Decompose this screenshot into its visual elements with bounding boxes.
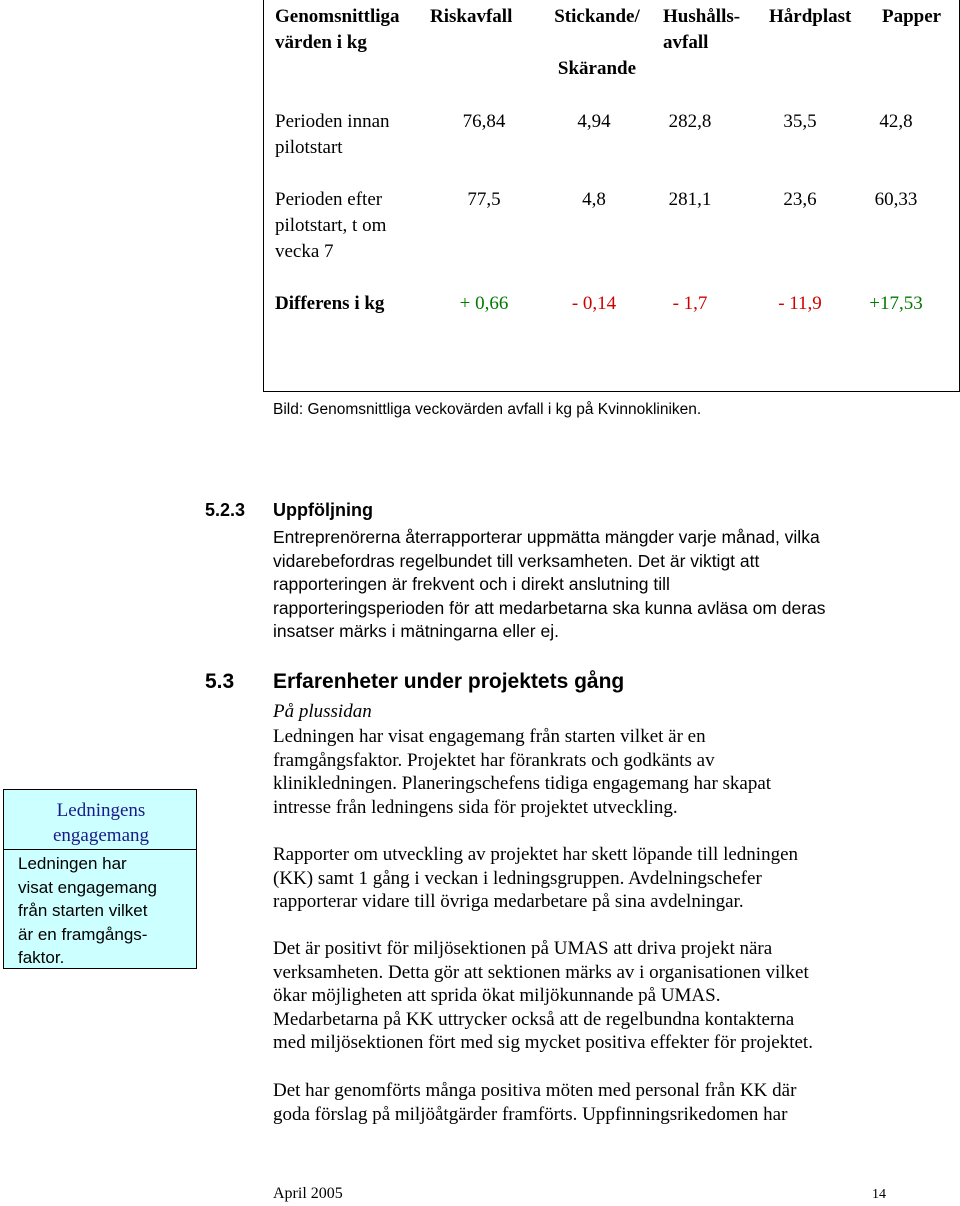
body-line: klinikledningen. Planeringschefens tidiga engagemang har skapat [273,773,772,794]
body-line: (KK) samt 1 gång i veckan i ledningsgruppen. Avdelningschefer [273,867,762,889]
section-523-body [273,526,826,644]
callout-line: visat engagemang [18,877,157,897]
cell-r1-hushall: 282,8 [668,111,712,132]
body-line: intresse från ledningens sida för projektet utveckling. [273,796,678,818]
callout-line: Ledningen har [18,854,127,873]
callout-line: från starten vilket [18,901,148,920]
header-label [275,4,400,56]
cell-diff-hardplast: - 11,9 [778,293,822,314]
section-523-number: 5.2.3 [205,500,246,520]
row-label-line: Perioden innan [275,111,390,132]
callout-line: är en framgångs- [18,924,148,944]
cell-r1-papper: 42,8 [879,111,913,132]
body-line: Rapporter om utveckling av projektet har skett löpande till ledningen [273,844,798,865]
header-riskavfall: Riskavfall [430,6,513,27]
section-53-subheading: På plussidan [273,701,372,722]
cell-r2-papper: 60,33 [874,189,918,210]
footer-date: April 2005 [273,1185,343,1202]
callout-line: faktor. [18,948,65,967]
body-line: goda förslag på miljöåtgärder framförts. Uppfinningsrikedomen har [273,1103,788,1125]
cell-r2-hushall: 281,1 [668,189,712,210]
callout-title-line: Ledningens [56,800,146,821]
section-53-paragraph-2 [273,843,798,914]
header-hushallsavfall [663,4,740,56]
body-line: Det har genomförts många positiva möten med personal från KK där [273,1080,797,1101]
table-caption: Bild: Genomsnittliga veckovärden avfall i kg på Kvinnokliniken. [273,401,702,418]
row-label-line: vecka 7 [275,241,334,262]
callout-title [4,798,198,848]
row-label-line: pilotstart [275,137,343,158]
header-stickande-line1: Stickande/ [554,6,640,27]
body-line: vidarebefordras regelbundet till verksamheten. Det är viktigt att [273,550,760,571]
cell-diff-hushall: - 1,7 [672,293,708,314]
cell-r1-stickande: 4,94 [577,111,611,132]
row-label-after [275,187,386,265]
section-53-title: Erfarenheter under projektets gång [273,670,625,693]
row-label-line: Perioden efter [275,189,383,210]
cell-diff-papper: +17,53 [869,293,923,314]
header-hushall-line2: avfall [663,32,709,53]
section-523-title: Uppföljning [273,500,373,520]
callout-divider [4,849,196,850]
section-53-paragraph-4 [273,1079,796,1126]
body-line: framgångsfaktor. Projektet har förankrats och godkänts av [273,749,715,771]
section-53-paragraph-1 [273,725,771,819]
body-line: rapporterar vidare till övriga medarbetare på sina avdelningar. [273,891,744,912]
body-line: Medarbetarna på KK uttrycker också att de regelbundna kontakterna [273,1008,795,1030]
cell-r2-hardplast: 23,6 [783,189,817,210]
callout-title-line: engagemang [52,825,149,846]
section-53-paragraph-3 [273,937,813,1055]
body-line: Entreprenörerna återrapporterar uppmätta mängder varje månad, vilka [273,527,820,547]
body-line: Det är positivt för miljösektionen på UMAS att driva projekt nära [273,938,773,959]
body-line: Ledningen har visat engagemang från starten vilket är en [273,726,706,747]
header-hardplast: Hårdplast [769,6,852,27]
callout-body [18,852,194,970]
header-label-line: värden i kg [275,32,367,53]
cell-diff-stickande: - 0,14 [571,293,617,314]
cell-r2-riskavfall: 77,5 [467,189,501,210]
header-papper: Papper [882,6,942,27]
header-label-line: Genomsnittliga [275,6,400,27]
waste-table [263,0,960,392]
body-line: ökar möjligheten att sprida ökat miljökunnande på UMAS. [273,985,721,1006]
header-stickande-line2: Skärande [557,58,637,79]
body-line: verksamheten. Detta gör att sektionen märks av i organisationen vilket [273,961,809,983]
page-number: 14 [872,1187,886,1202]
body-line: insatser märks i mätningarna eller ej. [273,621,559,641]
body-line: rapporteringen är frekvent och i direkt anslutning till [273,574,670,594]
section-53-number: 5.3 [205,670,235,693]
cell-diff-riskavfall: + 0,66 [459,293,509,314]
body-line: med miljösektionen fört med sig mycket positiva effekter för projektet. [273,1032,813,1053]
row-label-before [275,109,390,161]
body-line: rapporteringsperioden för att medarbetarna ska kunna avläsa om deras [273,597,826,618]
header-hushall-line1: Hushålls- [663,6,741,27]
cell-r2-stickande: 4,8 [582,189,606,210]
row-label-line: pilotstart, t om [275,215,387,236]
cell-r1-riskavfall: 76,84 [462,111,506,132]
cell-r1-hardplast: 35,5 [783,111,817,132]
callout-box [3,789,197,969]
row-label-differens: Differens i kg [275,293,385,314]
header-stickande [547,4,647,82]
